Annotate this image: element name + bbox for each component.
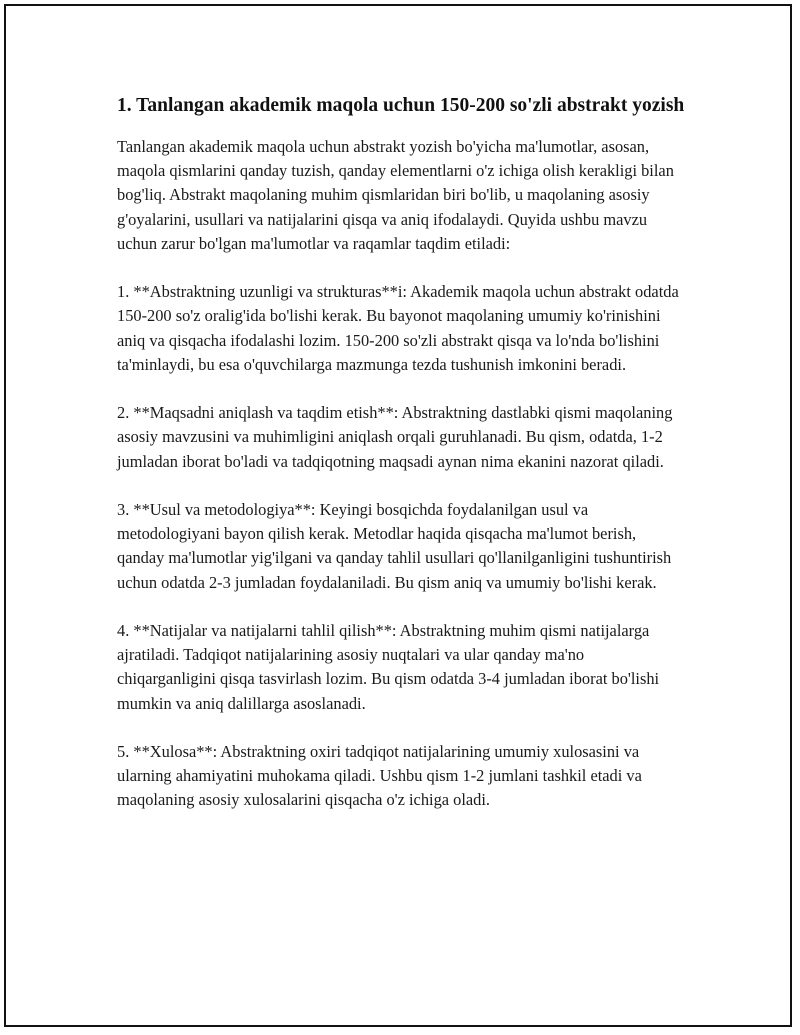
- document-title: 1. Tanlangan akademik maqola uchun 150-200 so'zli abstrakt yozish: [117, 95, 685, 116]
- section-5-paragraph: 5. **Xulosa**: Abstraktning oxiri tadqiqot natijalarining umumiy xulosasini va ularning ahamiyatini muhokama qiladi. Ushbu qism 1-2 jumlani tashkil etadi va maqolaning asosiy xulosalarini qisqacha o'z ichiga oladi.: [117, 742, 642, 810]
- document-body: [117, 93, 687, 837]
- section-1-paragraph: 1. **Abstraktning uzunligi va strukturas**i: Akademik maqola uchun abstrakt odatda 150-200 so'z oralig'ida bo'lishi kerak. Bu bayonot maqolaning umumiy ko'rinishini aniq va qisqacha ifodalashi lozim. 150-200 so'zli abstrakt qisqa va lo'nda bo'lishini ta'minlaydi, bu esa o'quvchilarga mazmunga tezda tushunish imkonini beradi.: [117, 282, 679, 374]
- intro-paragraph: Tanlangan akademik maqola uchun abstrakt yozish bo'yicha ma'lumotlar, asosan, maqola qismlarini qanday tuzish, qanday elementlarni o'z ichiga olish kerakligi bilan bog'liq. Abstrakt maqolaning muhim qismlaridan biri bo'lib, u maqolaning asosiy g'oyalarini, usullari va natijalarini qisqa va aniq ifodalaydi. Quyida ushbu mavzu uchun zarur bo'lgan ma'lumotlar va raqamlar taqdim etiladi:: [117, 137, 674, 253]
- section-4-paragraph: 4. **Natijalar va natijalarni tahlil qilish**: Abstraktning muhim qismi natijalarga ajratiladi. Tadqiqot natijalarining asosiy nuqtalari va ular qanday ma'no chiqarganligini qisqa tasvirlash lozim. Bu qism odatda 3-4 jumladan iborat bo'lishi mumkin va aniq dalillarga asoslanadi.: [117, 621, 660, 713]
- section-3-paragraph: 3. **Usul va metodologiya**: Keyingi bosqichda foydalanilgan usul va metodologiyani bayon qilish kerak. Metodlar haqida qisqacha ma'lumot berish, qanday ma'lumotlar yig'ilgani va qanday tahlil usullari qo'llanilganligini tushuntirish uchun odatda 2-3 jumladan foydalaniladi. Bu qism aniq va umumiy bo'lishi kerak.: [117, 500, 672, 592]
- section-2-paragraph: 2. **Maqsadni aniqlash va taqdim etish**: Abstraktning dastlabki qismi maqolaning asosiy mavzusini va muhimligini aniqlash orqali guruhlanadi. Bu qism, odatda, 1-2 jumladan iborat bo'ladi va tadqiqotning maqsadi aynan nima ekanini nazorat qiladi.: [117, 403, 673, 471]
